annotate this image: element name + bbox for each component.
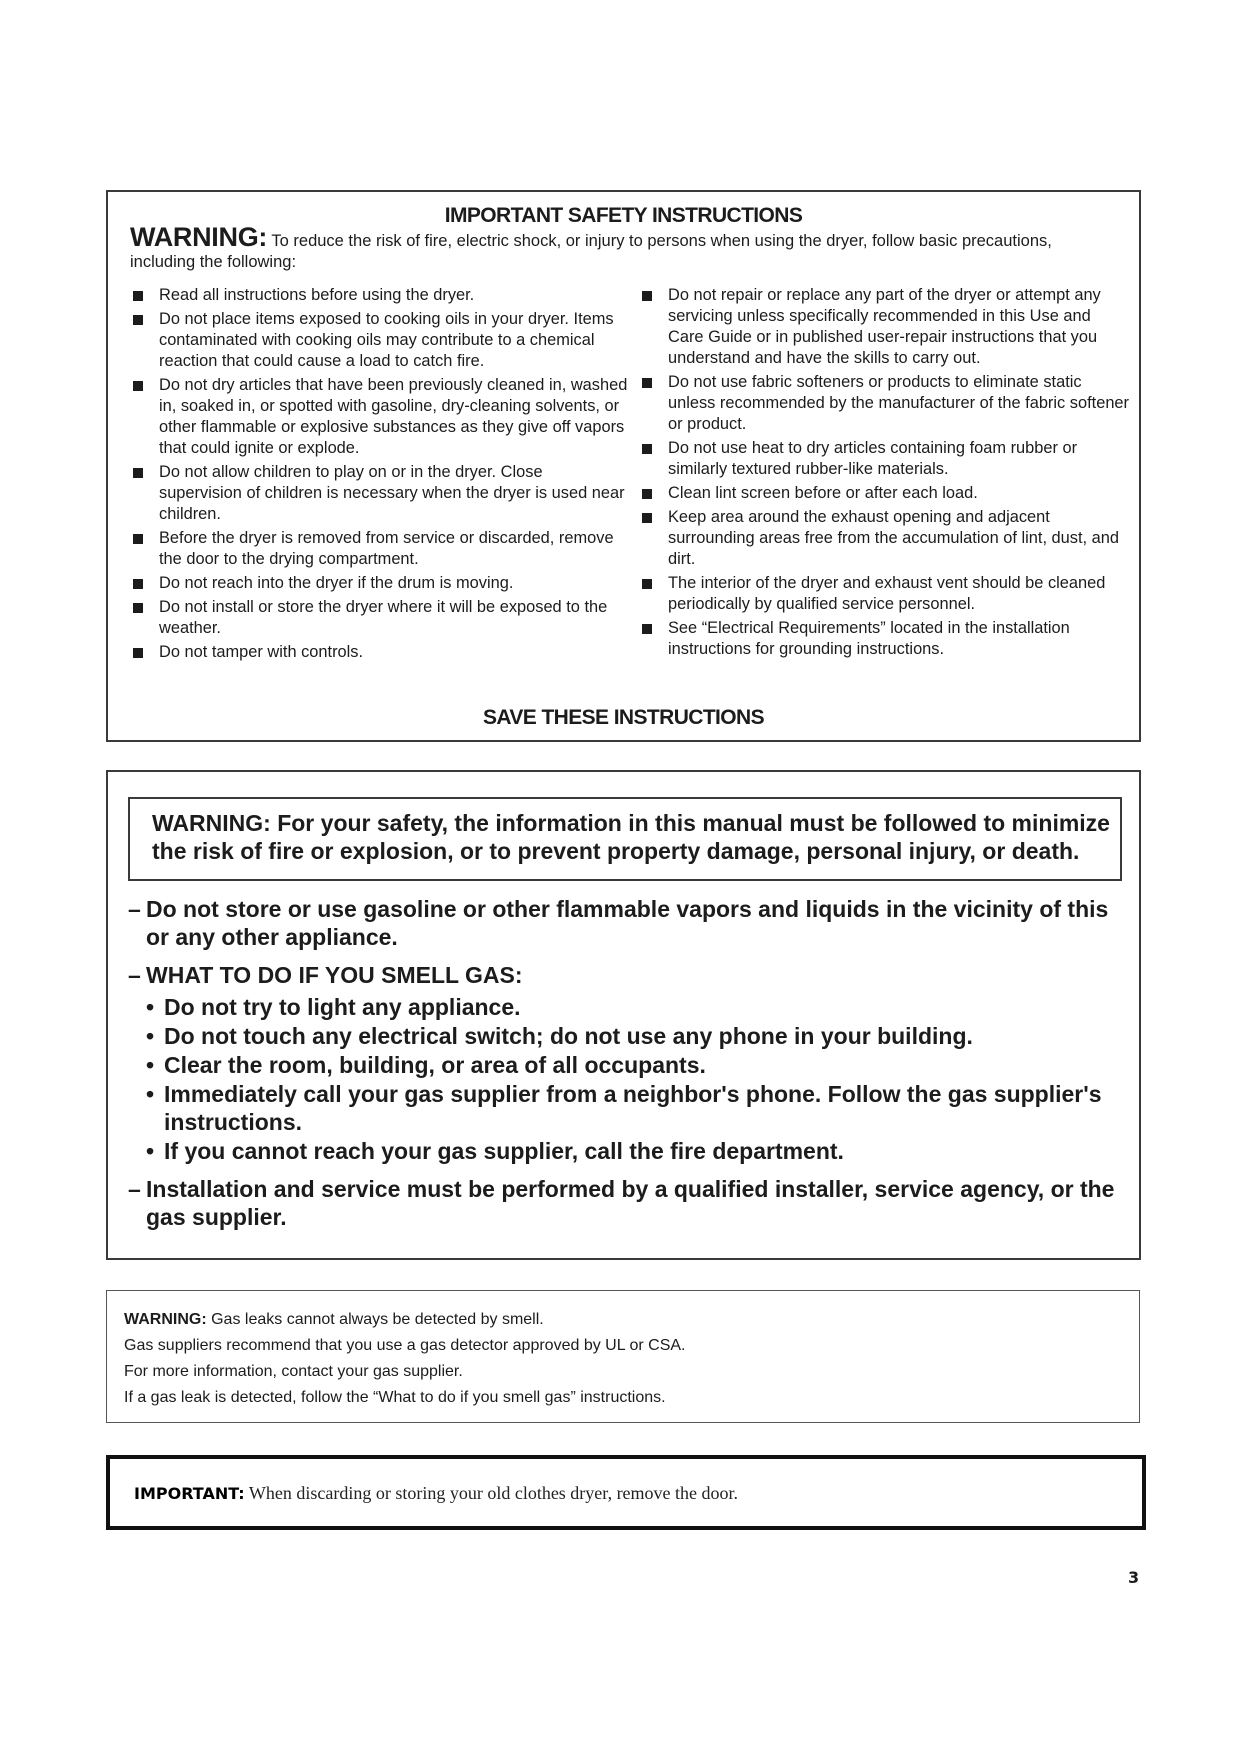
square-bullet-icon: [133, 603, 143, 613]
important-text: When discarding or storing your old clothes dryer, remove the door.: [248, 1483, 739, 1503]
bullet-icon: •: [146, 1052, 155, 1078]
list-item: Do not reach into the dryer if the drum is moving.: [130, 573, 628, 594]
bullet-icon: •: [146, 994, 155, 1020]
list-item: • Clear the room, building, or area of all occupants.: [146, 1052, 706, 1078]
square-bullet-icon: [642, 513, 652, 523]
safety-list-left: [130, 285, 628, 666]
square-bullet-icon: [642, 489, 652, 499]
gas-detector-box: [106, 1290, 1140, 1423]
square-bullet-icon: [133, 381, 143, 391]
square-bullet-icon: [642, 378, 652, 388]
safety-title: IMPORTANT SAFETY INSTRUCTIONS: [444, 204, 803, 227]
smell-gas-heading: WHAT TO DO IF YOU SMELL GAS:: [146, 962, 523, 988]
gas-item-no-store: – Do not store or use gasoline or other flammable vapors and liquids in the vicinity of this or any other appliance.: [128, 896, 1109, 950]
list-item: • Immediately call your gas supplier from a neighbor's phone. Follow the gas supplier's instructions.: [146, 1081, 1102, 1135]
square-bullet-icon: [642, 579, 652, 589]
square-bullet-icon: [133, 291, 143, 301]
list-item: Do not place items exposed to cooking oils in your dryer. Items contaminated with cooking oils may contribute to a chemical reaction that could cause a load to catch fire.: [130, 309, 628, 372]
important-box: [106, 1455, 1146, 1530]
gas-item-installation: – Installation and service must be performed by a qualified installer, service agency, or the gas supplier.: [128, 1176, 1115, 1230]
list-item: • Do not try to light any appliance.: [146, 994, 521, 1020]
square-bullet-icon: [642, 444, 652, 454]
square-bullet-icon: [642, 291, 652, 301]
list-item: The interior of the dryer and exhaust vent should be cleaned periodically by qualified service personnel.: [639, 573, 1129, 615]
list-item: Do not use heat to dry articles containing foam rubber or similarly textured rubber-like materials.: [639, 438, 1129, 480]
save-instructions-footer: SAVE THESE INSTRUCTIONS: [482, 706, 764, 729]
list-item: Do not allow children to play on or in the dryer. Close supervision of children is necessary when the dryer is used near children.: [130, 462, 628, 525]
dash-icon: –: [128, 962, 141, 988]
list-item: Keep area around the exhaust opening and adjacent surrounding areas free from the accumulation of lint, dust, and dirt.: [639, 507, 1129, 570]
warning-label: WARNING:: [124, 1311, 207, 1328]
square-bullet-icon: [133, 315, 143, 325]
list-item: Clean lint screen before or after each load.: [639, 483, 1129, 504]
safety-instructions-box: [106, 190, 1141, 742]
list-item: Do not repair or replace any part of the dryer or attempt any servicing unless specifically recommended in this Use and Care Guide or in published user-repair instructions that you understand and have the skills to carry out.: [639, 285, 1129, 369]
smell-gas-bullets: [146, 993, 1121, 1165]
list-item: Do not use fabric softeners or products to eliminate static unless recommended by the manufacturer of the fabric softener or product.: [639, 372, 1129, 435]
square-bullet-icon: [133, 468, 143, 478]
gas-warning-body: [128, 895, 1121, 1241]
important-label: IMPORTANT:: [134, 1484, 245, 1503]
square-bullet-icon: [133, 579, 143, 589]
square-bullet-icon: [133, 534, 143, 544]
safety-warning-intro: [130, 222, 1117, 273]
list-item: Do not dry articles that have been previously cleaned in, washed in, soaked in, or spotted with gasoline, dry-cleaning solvents, or other flammable or explosive substances as they give off vapors that could ignite or explode.: [130, 375, 628, 459]
list-item: See “Electrical Requirements” located in the installation instructions for grounding instructions.: [639, 618, 1129, 660]
square-bullet-icon: [642, 624, 652, 634]
bullet-icon: •: [146, 1023, 155, 1049]
safety-list-right: [639, 285, 1129, 663]
warning-label: WARNING:: [130, 222, 268, 252]
important-note: [134, 1483, 738, 1504]
list-item: Do not tamper with controls.: [130, 642, 628, 663]
warning-text: To reduce the risk of fire, electric shock, or injury to persons when using the dryer, follow basic precautions, including the following:: [130, 232, 1052, 271]
list-item: • If you cannot reach your gas supplier, call the fire department.: [146, 1138, 844, 1164]
gas-detector-text: WARNING: Gas leaks cannot always be detected by smell. Gas suppliers recommend that you use a gas detector approved by UL or CSA. For more information, contact your gas supplier. If a gas leak is detected, follow the “What to do if you smell gas” instructions.: [124, 1311, 686, 1406]
gas-item-smell-gas: [128, 961, 1121, 1165]
bullet-icon: •: [146, 1138, 155, 1164]
dash-icon: –: [128, 896, 141, 922]
bullet-icon: •: [146, 1081, 155, 1107]
dash-icon: –: [128, 1176, 141, 1202]
square-bullet-icon: [133, 648, 143, 658]
gas-warning-box: [106, 770, 1141, 1260]
list-item: Before the dryer is removed from service or discarded, remove the door to the drying compartment.: [130, 528, 628, 570]
list-item: Read all instructions before using the dryer.: [130, 285, 628, 306]
list-item: Do not install or store the dryer where it will be exposed to the weather.: [130, 597, 628, 639]
inner-warning-box: WARNING: For your safety, the information in this manual must be followed to minimize the risk of fire or explosion, or to prevent property damage, personal injury, or death.: [128, 797, 1122, 881]
page-number: 3: [1128, 1568, 1140, 1587]
list-item: • Do not touch any electrical switch; do not use any phone in your building.: [146, 1023, 973, 1049]
